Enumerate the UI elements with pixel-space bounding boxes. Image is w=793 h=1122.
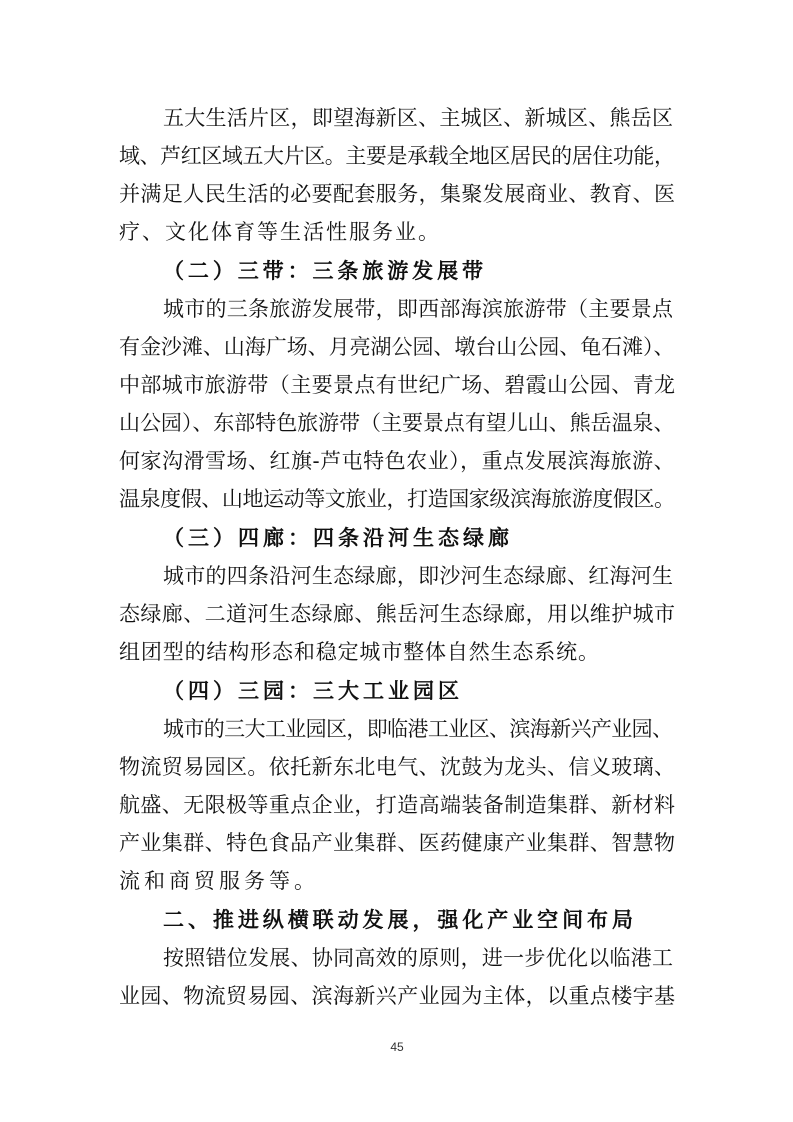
paragraph-line: 组团型的结构形态和稳定城市整体自然生态系统。	[119, 640, 600, 664]
paragraph-line: 何家沟滑雪场、红旗-芦屯特色农业），重点发展滨海旅游、	[119, 449, 676, 473]
paragraph-line: 城市的三条旅游发展带，即西部海滨旅游带（主要景点	[163, 297, 674, 321]
paragraph-line: 并满足人民生活的必要配套服务，集聚发展商业、教育、医	[119, 182, 676, 206]
paragraph-line: 疗、文化体育等生活性服务业。	[119, 220, 441, 244]
section-heading: （三）四廊：四条沿河生态绿廊	[163, 526, 513, 550]
paragraph-line: 温泉度假、山地运动等文旅业，打造国家级滨海旅游度假区。	[119, 487, 675, 511]
paragraph-line: 五大生活片区，即望海新区、主城区、新城区、熊岳区	[163, 106, 674, 130]
paragraph-line: 按照错位发展、协同高效的原则，进一步优化以临港工	[163, 946, 674, 970]
paragraph-line: 业园、物流贸易园、滨海新兴产业园为主体，以重点楼宇基	[119, 984, 676, 1008]
paragraph-line: 城市的四条沿河生态绿廊，即沙河生态绿廊、红海河生	[163, 564, 674, 588]
paragraph-line: 城市的三大工业园区，即临港工业区、滨海新兴产业园、	[163, 717, 673, 741]
paragraph-line: 流和商贸服务等。	[119, 869, 319, 893]
paragraph-line: 产业集群、特色食品产业集群、医药健康产业集群、智慧物	[119, 831, 676, 855]
paragraph-line: 域、芦红区域五大片区。主要是承载全地区居民的居住功能，	[119, 144, 675, 168]
paragraph-line: 中部城市旅游带（主要景点有世纪广场、碧霞山公园、青龙	[119, 373, 676, 397]
chapter-heading: 二、推进纵横联动发展，强化产业空间布局	[163, 908, 637, 932]
paragraph-line: 有金沙滩、山海广场、月亮湖公园、墩台山公园、龟石滩）、	[119, 335, 675, 359]
paragraph-line: 态绿廊、二道河生态绿廊、熊岳河生态绿廊，用以维护城市	[119, 602, 676, 626]
paragraph-line: 山公园）、东部特色旅游带（主要景点有望儿山、熊岳温泉、	[119, 411, 675, 435]
paragraph-line: 航盛、无限极等重点企业，打造高端装备制造集群、新材料	[119, 793, 676, 817]
page-number: 45	[390, 1040, 404, 1054]
section-heading: （四）三园：三大工业园区	[163, 679, 463, 703]
paragraph-line: 物流贸易园区。依托新东北电气、沈鼓为龙头、信义玻璃、	[119, 755, 676, 779]
section-heading: （二）三带：三条旅游发展带	[163, 259, 487, 283]
